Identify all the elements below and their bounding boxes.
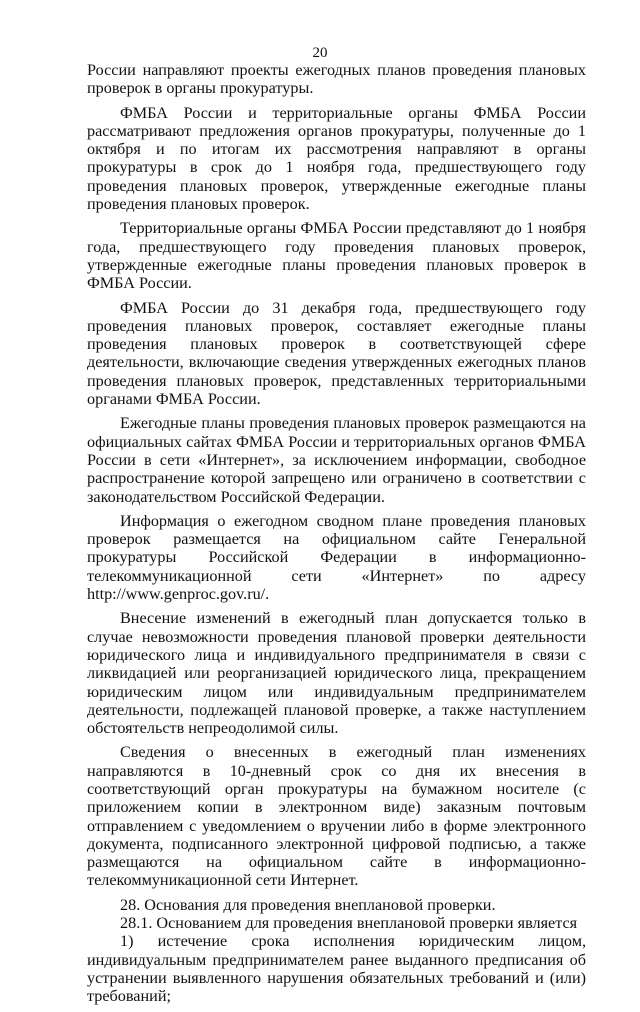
paragraph-territorial-bodies: Территориальные органы ФМБА России представляют до 1 ноября года, предшествующего году проведения плановых проверок, утвержденные ежегодные планы проведения плановых проверок в ФМБА России.: [87, 219, 586, 293]
paragraph-publication: Ежегодные планы проведения плановых проверок размещаются на официальных сайтах ФМБА России и территориальных органов ФМБА России в сети «Интернет», за исключением информации, свободное распространение которой запрещено или ограничено в соответствии с законодательством Российской Федерации.: [87, 414, 586, 506]
section-heading-unscheduled-inspection: 28. Основания для проведения внеплановой проверки.: [120, 895, 496, 914]
subsection-heading: 28.1. Основанием для проведения внеплановой проверки является: [120, 914, 578, 933]
paragraph-continuation: России направляют проекты ежегодных планов проведения плановых проверок в органы прокуратуры.: [87, 61, 586, 98]
document-body: [87, 61, 586, 1012]
paragraph-annual-plans: ФМБА России до 31 декабря года, предшествующего году проведения плановых проверок, составляет ежегодные планы проведения плановых проверок в соответствующей сфере деятельности, включающие сведения утвержденных ежегодных планов проведения плановых проверок, представленных территориальными органами ФМБА России.: [87, 298, 586, 409]
paragraph-summary-plan-info: Информация о ежегодном сводном плане проведения плановых проверок размещается на официальном сайте Генеральной прокуратуры Российской Федерации в информационно-телекоммуникационной сети «Интернет» по адресу http://www.genproc.gov.ru/.: [87, 511, 586, 604]
page-number: 20: [312, 45, 328, 61]
paragraph-change-notification: Сведения о внесенных в ежегодный план изменениях направляются в 10-дневный срок со дня их внесения в соответствующий орган прокуратуры на бумажном носителе (с приложением копии в электронном виде) заказным почтовым отправлением с уведомлением о вручении либо в форме электронного документа, подписанного электронной цифровой подписью, а также размещаются на официальном сайте в информационно-телекоммуникационной сети Интернет.: [87, 743, 586, 890]
paragraph-plan-changes: Внесение изменений в ежегодный план допускается только в случае невозможности проведения плановой проверки деятельности юридического лица и индивидуального предпринимателя в связи с ликвидацией или реорганизацией юридического лица, прекращением юридическим лицом или индивидуальным предпринимателем деятельности, подлежащей плановой проверке, а также наступлением обстоятельств непреодолимой силы.: [87, 609, 586, 738]
paragraph-prosecutor-proposals: ФМБА России и территориальные органы ФМБА России рассматривают предложения органов прокуратуры, полученные до 1 октября и по итогам их рассмотрения направляют в органы прокуратуры в срок до 1 ноября года, предшествующего году проведения плановых проверок, утвержденные ежегодные планы проведения плановых проверок.: [87, 103, 586, 214]
list-item-1: 1) истечение срока исполнения юридическим лицом, индивидуальным предпринимателем ранее выданного предписания об устранении выявленного нарушения обязательных требований и (или) требований;: [87, 932, 586, 1006]
